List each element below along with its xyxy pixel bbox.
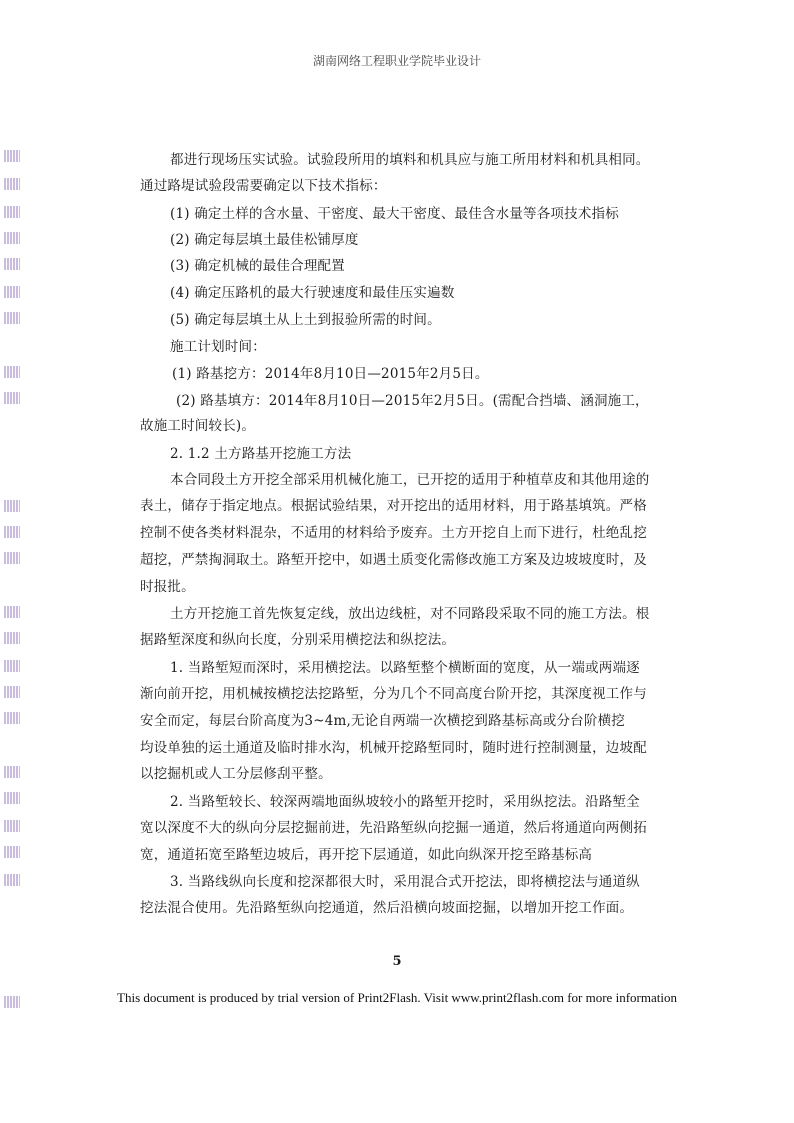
margin-mark [4, 766, 20, 778]
margin-mark [4, 206, 20, 218]
margin-mark [4, 150, 20, 162]
text-line: 都进行现场压实试验。试验段所用的填料和机具应与施工所用材料和机具相同。 [170, 152, 650, 168]
margin-mark [4, 712, 20, 724]
text-line: 施工计划时间： [170, 339, 266, 355]
text-line: 渐向前开挖，用机械按横挖法挖路堑，分为几个不同高度台阶开挖，其深度视工作与 [140, 686, 647, 702]
text-line: (5) 确定每层填土从上土到报验所需的时间。 [170, 312, 441, 328]
section-heading: 2. 1.2 土方路基开挖施工方法 [170, 446, 352, 462]
trial-footer: This document is produced by trial version of Print2Flash. Visit www.print2flash.com for more information [117, 990, 677, 1005]
margin-mark [4, 258, 20, 270]
margin-mark [4, 312, 20, 324]
page-number: 5 [392, 954, 402, 969]
text-line: 挖法混合使用。先沿路堑纵向挖通道，然后沿横向坡面挖掘，以增加开挖工作面。 [140, 900, 634, 916]
margin-mark [4, 874, 20, 886]
text-line: (1) 路基挖方：2014年8月10日—2015年2月5日。 [172, 366, 489, 382]
margin-mark [4, 526, 20, 538]
margin-mark [4, 820, 20, 832]
margin-mark [4, 500, 20, 512]
text-line: (2) 路基填方：2014年8月10日—2015年2月5日。(需配合挡墙、涵洞施工， [176, 393, 649, 409]
text-line: (1) 确定土样的含水量、干密度、最大干密度、最佳含水量等各项技术指标 [170, 206, 619, 222]
text-line: 控制不使各类材料混杂，不适用的材料给予废弃。土方开挖自上而下进行，杜绝乱挖 [140, 525, 647, 541]
text-line: 宽，通道拓宽至路堑边坡后，再开挖下层通道，如此向纵深开挖至路基标高 [140, 847, 593, 863]
margin-mark [4, 846, 20, 858]
margin-mark [4, 792, 20, 804]
margin-mark [4, 232, 20, 244]
page-header: 湖南网络工程职业学院毕业设计 [312, 54, 481, 68]
text-line: 1. 当路堑短而深时，采用横挖法。以路堑整个横断面的宽度，从一端或两端逐 [170, 660, 640, 676]
text-line: 超挖，严禁掏洞取土。路堑开挖中，如遇土质变化需修改施工方案及边坡坡度时，及 [140, 552, 647, 568]
text-line: 通过路堤试验段需要确定以下技术指标： [140, 178, 387, 194]
margin-mark [4, 392, 20, 404]
margin-mark [4, 178, 20, 190]
text-line: (4) 确定压路机的最大行驶速度和最佳压实遍数 [170, 285, 455, 301]
text-line: 本合同段土方开挖全部采用机械化施工，已开挖的适用于种植草皮和其他用途的 [170, 472, 650, 488]
text-line: 2. 当路堑较长、较深两端地面纵坡较小的路堑开挖时，采用纵挖法。沿路堑全 [170, 794, 640, 810]
text-line: 表土，储存于指定地点。根据试验结果，对开挖出的适用材料，用于路基填筑。严格 [140, 498, 647, 514]
margin-mark [4, 366, 20, 378]
text-line: 据路堑深度和纵向长度，分别采用横挖法和纵挖法。 [140, 632, 456, 648]
margin-mark [4, 552, 20, 564]
text-line: 时报批。 [140, 579, 195, 595]
margin-mark [4, 660, 20, 672]
margin-mark [4, 286, 20, 298]
text-line: 以挖掘机或人工分层修刮平整。 [140, 766, 332, 782]
text-line: (3) 确定机械的最佳合理配置 [170, 258, 345, 274]
text-line: 3. 当路线纵向长度和挖深都很大时，采用混合式开挖法，即将横挖法与通道纵 [170, 874, 640, 890]
text-line: 宽以深度不大的纵向分层挖掘前进，先沿路堑纵向挖掘一通道，然后将通道向两侧拓 [140, 820, 647, 836]
text-line: 均设单独的运土通道及临时排水沟，机械开挖路堑同时，随时进行控制测量，边坡配 [140, 740, 647, 756]
text-line: 土方开挖施工首先恢复定线，放出边线桩，对不同路段采取不同的施工方法。根 [170, 606, 650, 622]
margin-mark [4, 632, 20, 644]
text-line: 故施工时间较长)。 [140, 418, 256, 434]
margin-mark [4, 686, 20, 698]
text-line: (2) 确定每层填土最佳松铺厚度 [170, 232, 359, 248]
text-line: 安全而定，每层台阶高度为3~4m,无论自两端一次横挖到路基标高或分台阶横挖 [140, 713, 625, 729]
margin-mark [4, 606, 20, 618]
